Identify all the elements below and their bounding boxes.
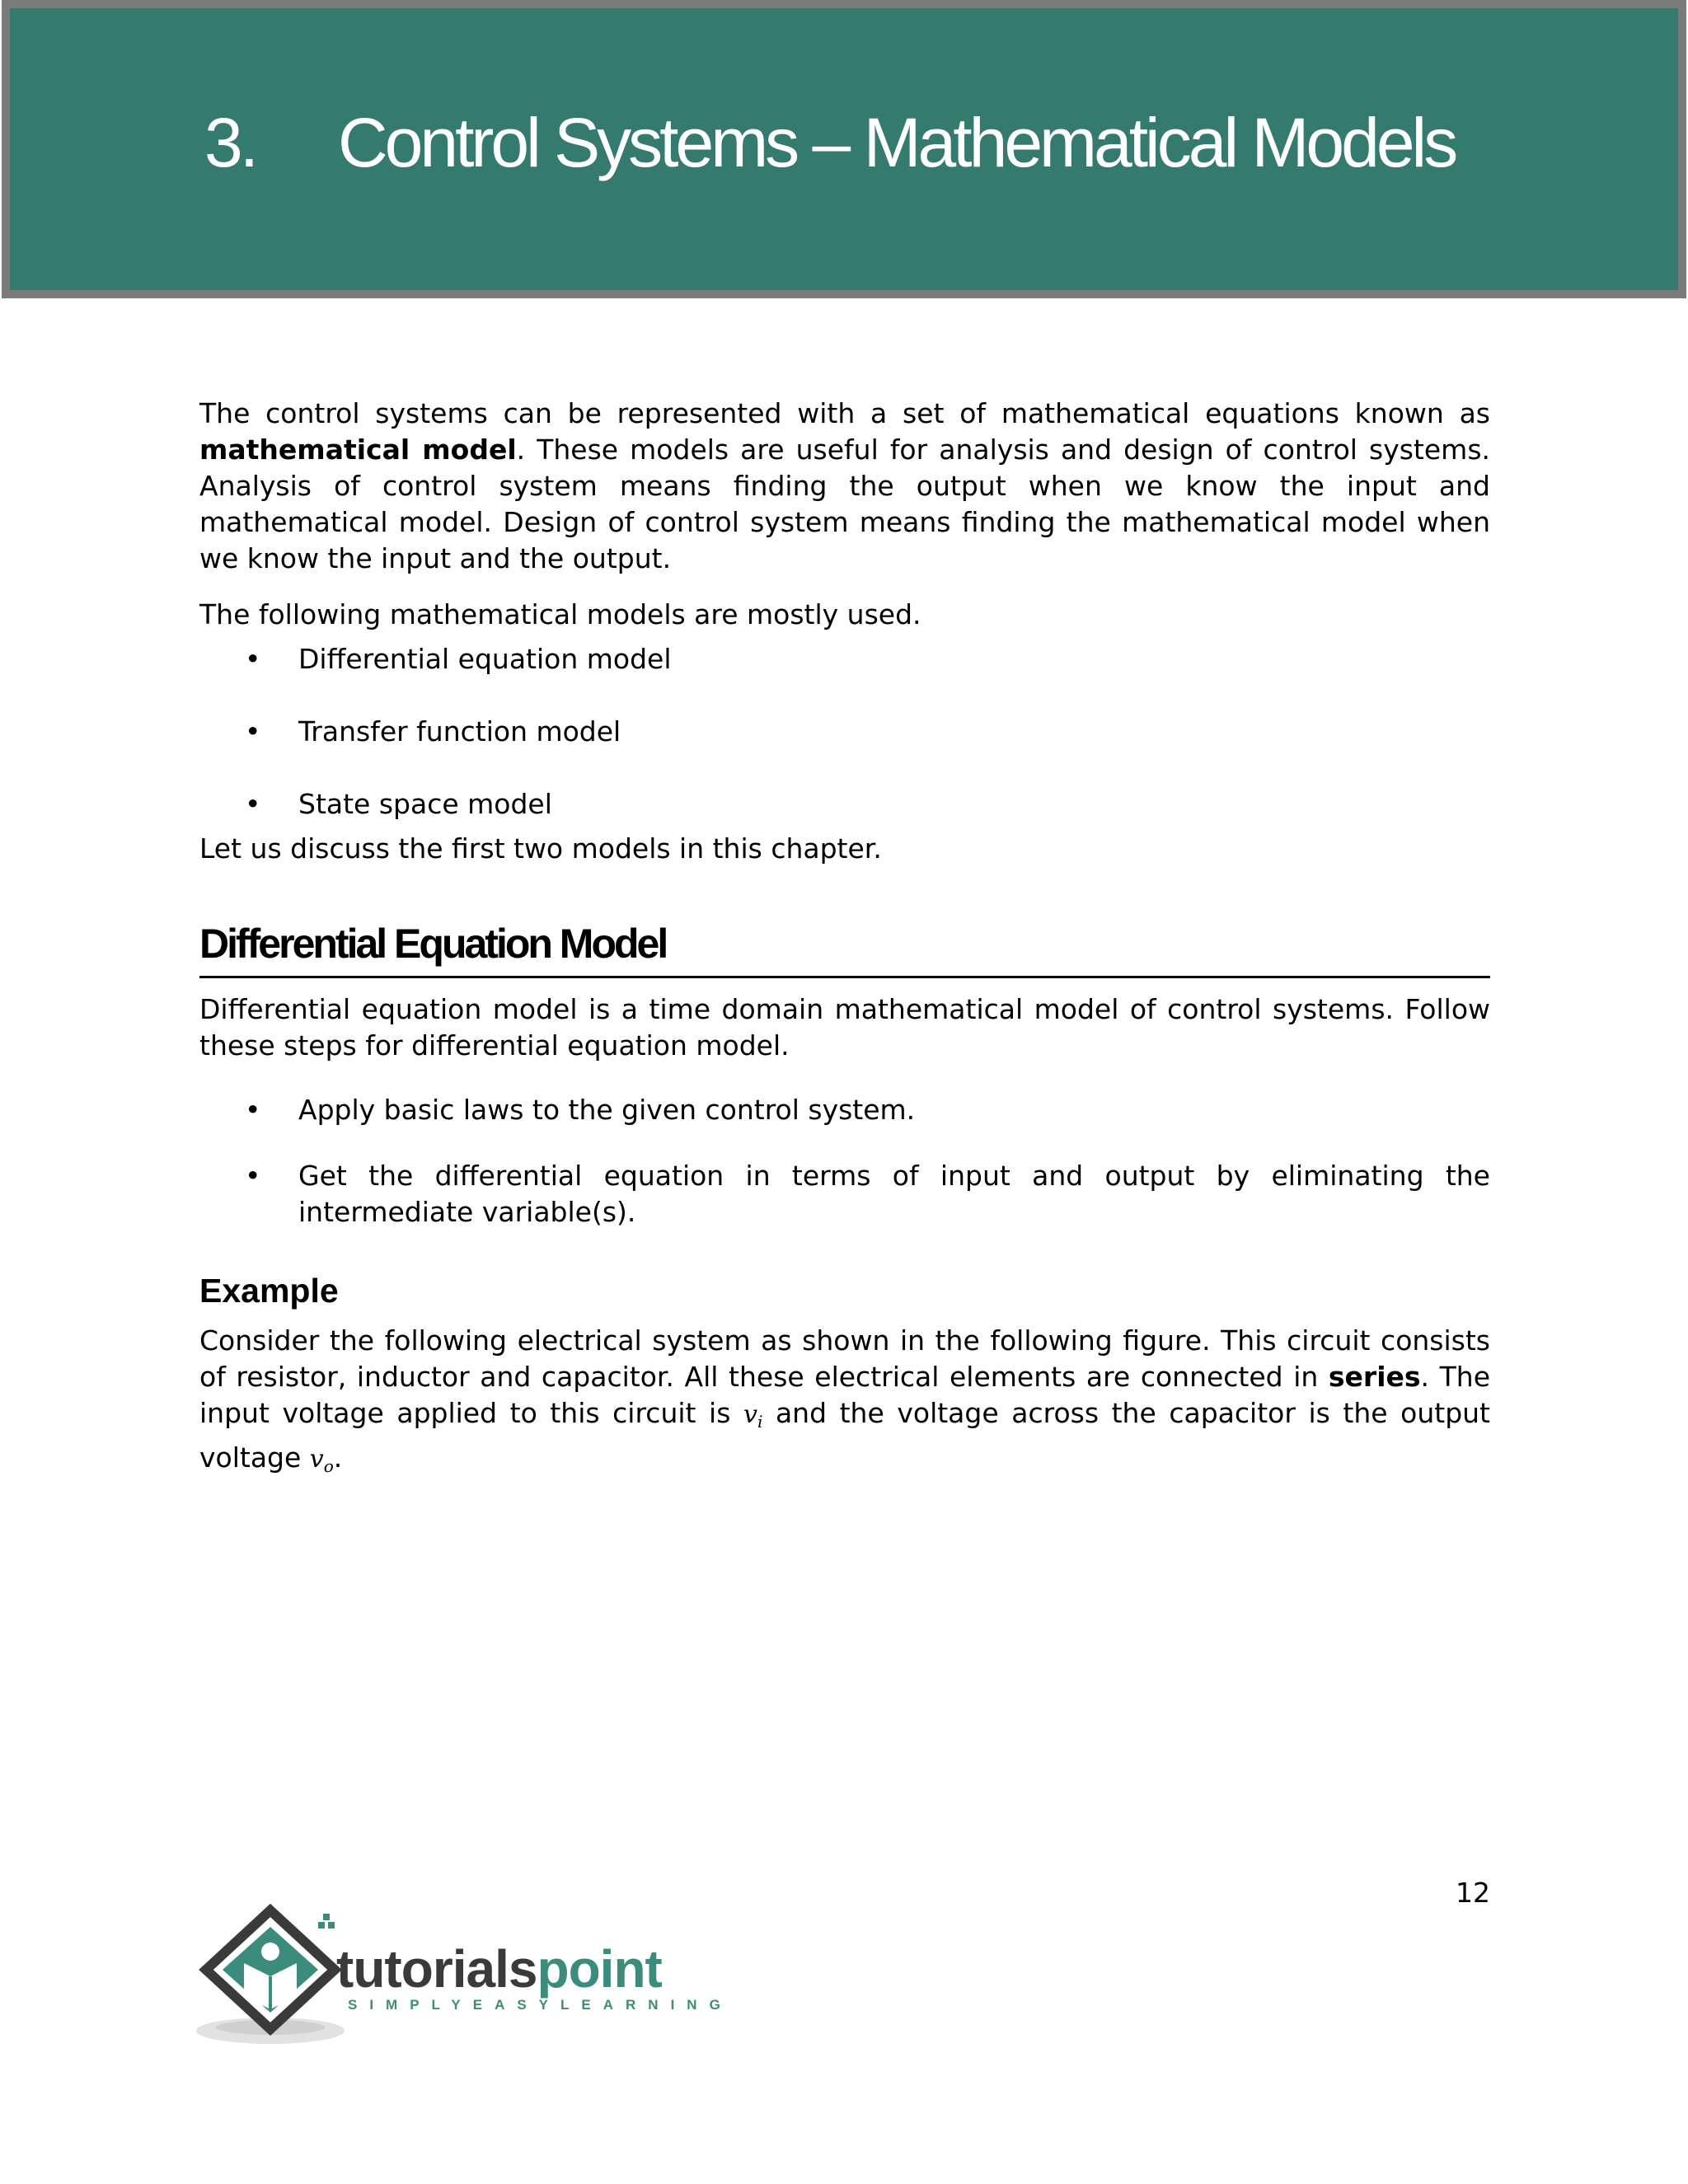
models-intro: The following mathematical models are mostly used. (199, 598, 921, 630)
output-voltage-symbol (310, 1445, 334, 1474)
input-voltage-symbol (743, 1400, 763, 1432)
steps-list (199, 1092, 1490, 1230)
list-item: • State space model (199, 786, 1490, 823)
discuss-line: Let us discuss the first two models in this chapter. (199, 832, 882, 865)
page-number: 12 (1456, 1877, 1490, 1909)
logo-word-tutorials: tutorials (336, 1939, 537, 1999)
example-text-4: . (333, 1441, 343, 1474)
example-text-1: Consider the following electrical system as shown in the following figure. This circuit consists of resistor, inductor and capacitor. All these electrical elements are connected in (199, 1324, 1490, 1393)
logo-tagline: SIMPLYEASYLEARNING (348, 1997, 733, 2013)
logo-emblem-icon (195, 1904, 351, 2052)
output-voltage-var: v (309, 1445, 324, 1474)
intro-paragraph (199, 396, 1490, 577)
list-item: • Differential equation model (199, 641, 1490, 677)
models-list (199, 641, 1490, 823)
example-paragraph (199, 1323, 1490, 1484)
list-item: • Get the differential equation in terms of input and output by eliminating the intermediate variable(s). (199, 1158, 1490, 1230)
chapter-header-band (2, 0, 1686, 298)
example-heading: Example (199, 1272, 339, 1310)
chapter-title (204, 97, 1455, 188)
example-text-3: and the voltage across the capacitor is the output voltage (199, 1397, 1490, 1474)
intro-text-2: . These models are useful for analysis and design of control systems. Analysis of control system means finding the output when we know the input and mathematical model. Design of control system means finding the mathematical model when we know the input and the output. (199, 434, 1491, 574)
chapter-number: 3. (204, 104, 256, 181)
section-heading: Differential Equation Model (199, 916, 1490, 978)
intro-bold-term: mathematical model (199, 434, 517, 466)
section-intro: Differential equation model is a time domain mathematical model of control systems. Follow these steps for differential equation model. (199, 993, 1490, 1062)
list-item: • Apply basic laws to the given control system. (199, 1092, 1490, 1128)
input-voltage-var: v (743, 1400, 757, 1429)
logo-word-point: point (537, 1939, 662, 1999)
logo-wordmark (336, 1940, 662, 1998)
list-item: • Transfer function model (199, 714, 1490, 750)
output-voltage-sub: o (323, 1456, 334, 1476)
example-text-2: . The input voltage applied to this circuit is (199, 1361, 1491, 1429)
tutorialspoint-logo (195, 1904, 733, 2052)
page-content (199, 396, 1490, 1484)
intro-text-1: The control systems can be represented with a set of mathematical equations known as (199, 397, 1490, 429)
chapter-title-text: Control Systems – Mathematical Models (338, 104, 1456, 181)
input-voltage-sub: i (757, 1412, 763, 1432)
example-bold-term: series (1328, 1361, 1421, 1393)
